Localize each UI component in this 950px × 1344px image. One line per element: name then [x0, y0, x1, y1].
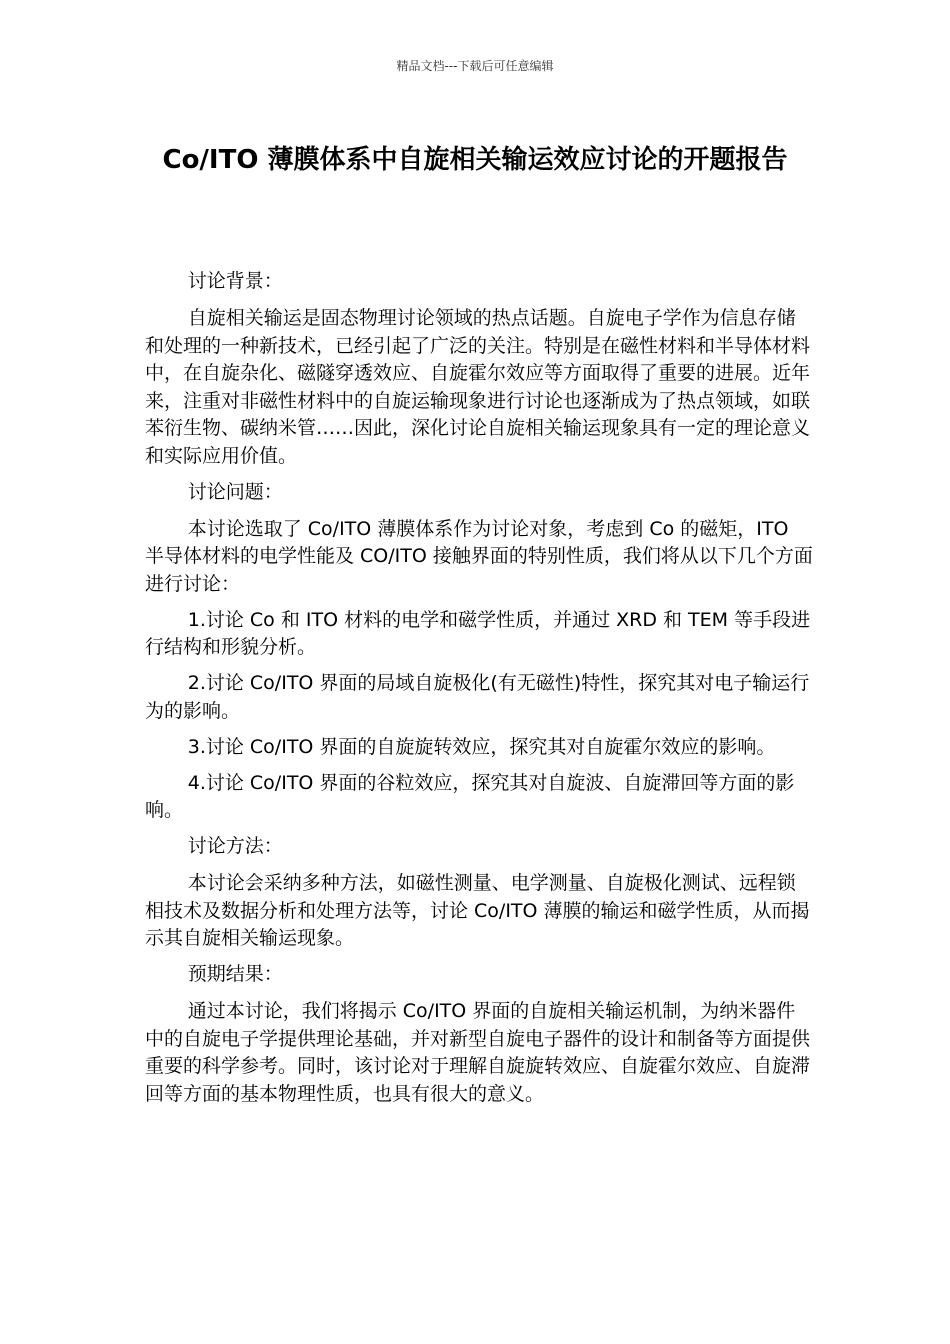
list-item: 4.讨论 Co/ITO 界面的谷粒效应，探究其对自旋波、自旋滞回等方面的影响。 — [145, 771, 795, 821]
background-heading: 讨论背景： — [187, 270, 283, 292]
background-paragraph: 自旋相关输运是固态物理讨论领域的热点话题。自旋电子学作为信息存储和处理的一种新技术，已经引起了广泛的关注。特别是在磁性材料和半导体材料中，在自旋杂化、磁隧穿透效应、自旋霍尔效应等方面取得了重要的进展。近年来，注重对非磁性材料中的自旋运输现象进行讨论也逐渐成为了热点领域，如联苯衍生物、碳纳米管……因此，深化讨论自旋相关输运现象具有一定的理论意义和实际应用价值。 — [145, 307, 811, 467]
result-paragraph: 通过本讨论，我们将揭示 Co/ITO 界面的自旋相关输运机制，为纳米器件中的自旋电子学提供理论基础，并对新型自旋电子器件的设计和制备等方面提供重要的科学参考。同时，该讨论对于理解自旋旋转效应、自旋霍尔效应、自旋滞回等方面的基本物理性质，也具有很大的意义。 — [145, 1000, 811, 1105]
result-heading: 预期结果： — [187, 963, 283, 985]
document-body — [145, 268, 813, 1117]
problem-paragraph: 本讨论选取了 Co/ITO 薄膜体系作为讨论对象，考虑到 Co 的磁矩，ITO 半导体材料的电学性能及 CO/ITO 接触界面的特别性质，我们将从以下几个方面进行讨论： — [145, 517, 813, 595]
method-heading: 讨论方法： — [187, 835, 283, 857]
problem-heading: 讨论问题： — [187, 480, 283, 503]
header-note: 精品文档---下载后可任意编辑 — [396, 59, 554, 73]
method-paragraph: 本讨论会采纳多种方法，如磁性测量、电学测量、自旋极化测试、远程锁相技术及数据分析和处理方法等，讨论 Co/ITO 薄膜的输运和磁学性质，从而揭示其自旋相关输运现象。 — [145, 872, 810, 949]
list-item: 3.讨论 Co/ITO 界面的自旋旋转效应，探究其对自旋霍尔效应的影响。 — [187, 735, 776, 758]
document-title: Co/ITO 薄膜体系中自旋相关输运效应讨论的开题报告 — [162, 145, 788, 175]
list-item: 2.讨论 Co/ITO 界面的局域自旋极化(有无磁性)特性，探究其对电子输运行为的影响。 — [145, 672, 810, 722]
list-item: 1.讨论 Co 和 ITO 材料的电学和磁学性质，并通过 XRD 和 TEM 等手段进行结构和形貌分析。 — [145, 608, 811, 658]
